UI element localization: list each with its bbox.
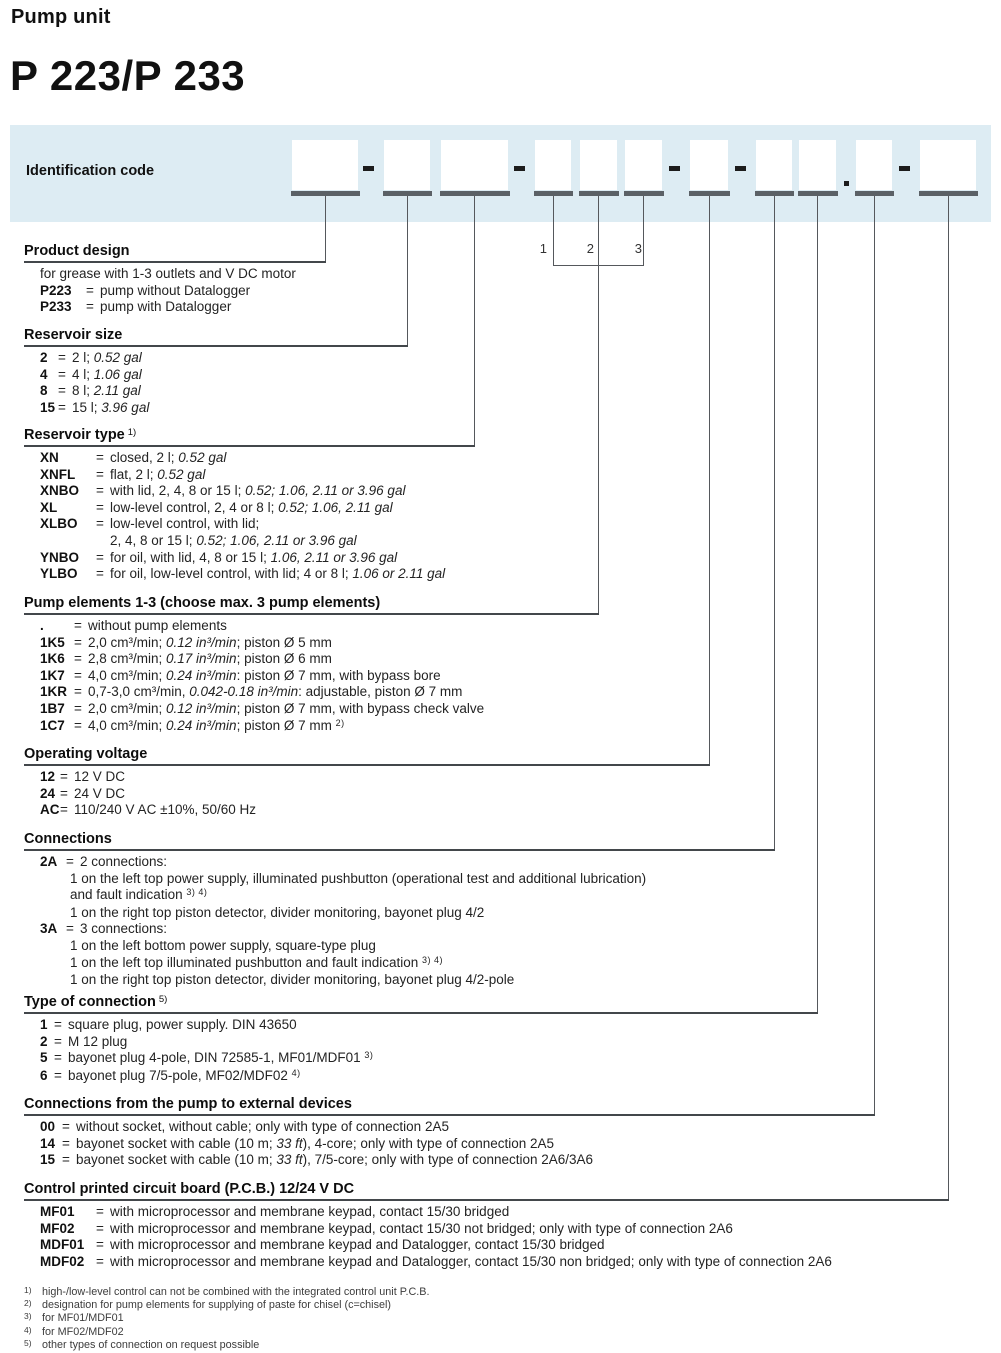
spec-code: 2 (40, 1033, 48, 1049)
spec-description: 2 connections: (80, 854, 168, 869)
section-rows (24, 1201, 991, 1270)
spec-code: 5 (40, 1050, 48, 1066)
equals-sign: = (96, 1220, 104, 1236)
spec-code: 2A (40, 854, 58, 869)
footnotes (24, 1283, 991, 1352)
id-box-reservoir-size (384, 140, 430, 190)
spec-description: 4,0 cm³/min; 0.24 in³/min: piston Ø 7 mm, with bypass bore (88, 667, 441, 683)
page-category: Pump unit (11, 6, 111, 28)
equals-sign: = (96, 1204, 104, 1219)
equals-sign: = (66, 921, 74, 937)
spec-row (40, 400, 991, 417)
spec-row (70, 955, 991, 973)
section-title: Connections (24, 831, 112, 847)
spec-code: 4 (40, 366, 48, 382)
spec-row (24, 1299, 991, 1312)
spec-row (40, 1050, 991, 1068)
id-box-type-of-connection (799, 140, 836, 190)
spec-row (40, 1204, 991, 1221)
equals-sign: = (96, 483, 104, 499)
id-box-pcb (920, 140, 976, 190)
spec-row (24, 1326, 991, 1339)
spec-description: for grease with 1-3 outlets and V DC motor (40, 266, 296, 281)
footnote-ref: 1) (127, 427, 137, 438)
spec-description: designation for pump elements for supplying of paste for chisel (c=chisel) (42, 1299, 391, 1312)
spec-description: 1 on the right top piston detector, divider monitoring, bayonet plug 4/2 (70, 904, 485, 920)
section-pcb (24, 1181, 991, 1270)
identification-code-label: Identification code (26, 163, 155, 179)
section-title: Reservoir size (24, 327, 123, 343)
spec-description: and fault indication $^{3) 4)}$ (70, 887, 208, 903)
spec-row (40, 854, 991, 871)
id-box-pump-element-3 (625, 140, 662, 190)
id-box-operating-voltage (690, 140, 728, 190)
spec-code: 3A (40, 921, 58, 937)
spec-description: square plug, power supply. DIN 43650 (68, 1017, 297, 1032)
equals-sign: = (54, 1050, 62, 1066)
spec-description: 4 l; 1.06 gal (72, 366, 142, 382)
spec-row (40, 802, 991, 819)
spec-description: pump without Datalogger (100, 282, 251, 298)
equals-sign: = (86, 282, 94, 298)
spec-code: 6 (40, 1067, 48, 1083)
equals-sign: = (60, 785, 68, 801)
spec-description: 2 l; 0.52 gal (72, 350, 142, 365)
spec-row (24, 1339, 991, 1352)
spec-row (40, 516, 991, 533)
spec-row (40, 769, 991, 786)
spec-code: 15 (40, 1152, 56, 1168)
spec-row (24, 1312, 991, 1325)
equals-sign: = (74, 651, 82, 667)
spec-code: . (40, 618, 44, 633)
equals-sign: = (96, 566, 104, 582)
spec-row (40, 1034, 991, 1051)
section-title: Reservoir type $^{1)}$ (24, 427, 137, 443)
spec-code: 15 (40, 399, 56, 415)
section-external-devices (24, 1096, 991, 1169)
spec-code: 00 (40, 1119, 56, 1134)
spec-code: 1K7 (40, 667, 65, 683)
spec-row (40, 1237, 991, 1254)
spec-description: closed, 2 l; 0.52 gal (110, 450, 227, 465)
equals-sign: = (96, 549, 104, 565)
dash-separator (669, 166, 680, 171)
equals-sign: = (96, 516, 104, 532)
spec-row (40, 1068, 991, 1086)
spec-row (70, 938, 991, 955)
spec-row (40, 283, 991, 300)
equals-sign: = (96, 466, 104, 482)
spec-row (40, 1136, 991, 1153)
spec-description: 0,7-3,0 cm³/min, 0.042-0.18 in³/min: adjustable, piston Ø 7 mm (88, 684, 463, 700)
spec-description: low-level control, with lid; (110, 516, 260, 532)
spec-description: 3 connections: (80, 921, 168, 937)
spec-row (40, 299, 991, 316)
spec-description: 1 on the right top piston detector, divider monitoring, bayonet plug 4/2-pole (70, 972, 515, 988)
section-title: Control printed circuit board (P.C.B.) 12/24 V DC (24, 1181, 355, 1197)
equals-sign: = (54, 1033, 62, 1049)
spec-row (40, 1017, 991, 1034)
footnote-ref: 3) (364, 1050, 374, 1061)
spec-row (40, 701, 991, 718)
spec-code: YLBO (40, 566, 78, 582)
footnote-ref: 3) 4) (186, 887, 208, 898)
spec-row (40, 718, 991, 736)
section-connections (24, 831, 991, 989)
equals-sign: = (60, 769, 68, 784)
spec-row (40, 1152, 991, 1169)
spec-row (40, 467, 991, 484)
equals-sign: = (66, 854, 74, 869)
spec-description: 1 on the left top illuminated pushbutton and fault indication $^{3) 4)}$ (70, 954, 444, 970)
spec-code: 5) (24, 1337, 32, 1348)
section-rows (24, 851, 991, 989)
spec-code: 24 (40, 785, 56, 801)
spec-description: 1 on the left top power supply, illuminated pushbutton (operational test and additional lubrication) (70, 870, 647, 886)
equals-sign: = (58, 350, 66, 365)
spec-description: with microprocessor and membrane keypad and Datalogger, contact 15/30 non bridged; only with type of connection 2A6 (110, 1253, 832, 1269)
dash-separator (899, 166, 910, 171)
section-rows (24, 1014, 991, 1085)
spec-row (40, 266, 991, 283)
spec-description: with microprocessor and membrane keypad, contact 15/30 not bridged; only with type of connection 2A6 (110, 1220, 733, 1236)
spec-code: 8 (40, 383, 48, 399)
equals-sign: = (58, 399, 66, 415)
spec-row (40, 618, 991, 635)
spec-row (40, 383, 991, 400)
equals-sign: = (74, 634, 82, 650)
spec-code: MDF02 (40, 1253, 85, 1269)
section-title: Type of connection $^{5)}$ (24, 994, 168, 1010)
spec-row (40, 786, 991, 803)
pump-element-slot-3: 3 (634, 241, 642, 256)
equals-sign: = (74, 700, 82, 716)
spec-description: 8 l; 2.11 gal (72, 383, 141, 399)
spec-description: 4,0 cm³/min; 0.24 in³/min; piston Ø 7 mm $^{2)}$ (88, 717, 345, 733)
equals-sign: = (96, 499, 104, 515)
footnote-ref: 2) (335, 717, 345, 728)
equals-sign: = (74, 717, 82, 733)
spec-code: P223 (40, 282, 72, 298)
spec-code: 4) (24, 1324, 32, 1335)
spec-row (40, 483, 991, 500)
dash-separator (735, 166, 746, 171)
section-reservoir-size (24, 327, 991, 416)
spec-row (40, 500, 991, 517)
spec-description: bayonet socket with cable (10 m; 33 ft), 4-core; only with type of connection 2A5 (76, 1135, 555, 1151)
section-rows (24, 447, 991, 583)
spec-row (40, 550, 991, 567)
spec-description: 12 V DC (74, 769, 126, 784)
section-rows (24, 1116, 991, 1169)
spec-code: 1) (24, 1285, 32, 1295)
section-rows (24, 615, 991, 735)
dash-separator (514, 166, 525, 171)
pump-element-slot-2: 2 (586, 241, 594, 256)
spec-code: XL (40, 499, 58, 515)
spec-row (110, 533, 991, 550)
spec-row (24, 1286, 991, 1299)
spec-description: 1 on the left bottom power supply, square-type plug (70, 937, 376, 953)
identification-code-band (10, 125, 991, 222)
section-title: Product design (24, 243, 130, 259)
spec-code: YNBO (40, 549, 80, 565)
spec-row (40, 367, 991, 384)
section-product-design (24, 243, 991, 316)
spec-description: M 12 plug (68, 1033, 128, 1049)
spec-description: 2,0 cm³/min; 0.12 in³/min; piston Ø 7 mm, with bypass check valve (88, 700, 485, 716)
spec-description: for oil, with lid, 4, 8 or 15 l; 1.06, 2.11 or 3.96 gal (110, 549, 398, 565)
section-title: Pump elements 1-3 (choose max. 3 pump elements) (24, 595, 381, 611)
period-separator (844, 181, 849, 186)
id-box-reservoir-type (441, 140, 508, 190)
equals-sign: = (96, 1253, 104, 1269)
spec-code: P233 (40, 299, 72, 315)
equals-sign: = (58, 383, 66, 399)
footnote-ref: 5) (158, 994, 168, 1005)
spec-description: pump with Datalogger (100, 299, 232, 315)
spec-description: 2,8 cm³/min; 0.17 in³/min; piston Ø 6 mm (88, 651, 332, 667)
spec-description: 24 V DC (74, 785, 126, 801)
spec-description: with lid, 2, 4, 8 or 15 l; 0.52; 1.06, 2.11 or 3.96 gal (110, 483, 406, 499)
spec-row (70, 972, 991, 989)
spec-row (40, 1254, 991, 1271)
spec-description: 15 l; 3.96 gal (72, 399, 150, 415)
spec-row (70, 905, 991, 922)
spec-description: without pump elements (88, 618, 227, 633)
spec-description: with microprocessor and membrane keypad and Datalogger, contact 15/30 bridged (110, 1237, 605, 1253)
spec-code: MDF01 (40, 1237, 85, 1253)
spec-description: bayonet plug 7/5-pole, MF02/MDF02 $^{4)}$ (68, 1067, 301, 1083)
equals-sign: = (96, 450, 104, 465)
spec-row (40, 1119, 991, 1136)
dash-separator (363, 166, 374, 171)
spec-code: 14 (40, 1135, 56, 1151)
pump-element-slot-1: 1 (539, 241, 547, 256)
page-title: P 223/P 233 (10, 52, 246, 99)
equals-sign: = (74, 684, 82, 700)
id-box-connections (756, 140, 792, 190)
spec-row (70, 887, 991, 905)
spec-code: 1 (40, 1017, 48, 1032)
equals-sign: = (74, 618, 82, 633)
footnote-ref: 4) (291, 1067, 301, 1078)
spec-row (40, 450, 991, 467)
equals-sign: = (62, 1135, 70, 1151)
spec-description: low-level control, 2, 4 or 8 l; 0.52; 1.06, 2.11 gal (110, 499, 393, 515)
spec-description: 2, 4, 8 or 15 l; 0.52; 1.06, 2.11 or 3.96 gal (110, 532, 357, 548)
spec-code: XNBO (40, 483, 80, 499)
section-type-of-connection (24, 994, 991, 1085)
id-box-external-devices (856, 140, 892, 190)
equals-sign: = (58, 366, 66, 382)
spec-description: 2,0 cm³/min; 0.12 in³/min; piston Ø 5 mm (88, 634, 332, 650)
spec-row (40, 635, 991, 652)
spec-row (40, 921, 991, 938)
spec-code: MF02 (40, 1220, 75, 1236)
spec-description: flat, 2 l; 0.52 gal (110, 466, 206, 482)
spec-description: other types of connection on request possible (42, 1338, 260, 1351)
spec-row (70, 871, 991, 888)
spec-description: high-/low-level control can not be combined with the integrated control unit P.C.B. (42, 1286, 430, 1298)
section-reservoir-type (24, 427, 991, 583)
spec-row (40, 566, 991, 583)
spec-row (40, 684, 991, 701)
spec-code: 2) (24, 1298, 32, 1309)
equals-sign: = (54, 1067, 62, 1083)
section-rows (24, 263, 991, 316)
spec-description: bayonet socket with cable (10 m; 33 ft), 7/5-core; only with type of connection 2A6/3A6 (76, 1152, 594, 1168)
spec-code: 1B7 (40, 700, 65, 716)
spec-code: XLBO (40, 516, 78, 532)
spec-code: 1KR (40, 684, 68, 700)
spec-row (40, 651, 991, 668)
spec-description: for oil, low-level control, with lid; 4 or 8 l; 1.06 or 2.11 gal (110, 566, 446, 582)
spec-row (40, 1221, 991, 1238)
spec-description: 110/240 V AC ±10%, 50/60 Hz (74, 802, 257, 818)
spec-row (40, 350, 991, 367)
spec-description: without socket, without cable; only with type of connection 2A5 (76, 1119, 449, 1134)
section-pump-elements (24, 595, 991, 735)
footnote-rows (24, 1283, 991, 1352)
equals-sign: = (60, 802, 68, 818)
spec-description: for MF01/MDF01 (42, 1312, 124, 1325)
spec-description: bayonet plug 4-pole, DIN 72585-1, MF01/MDF01 $^{3)}$ (68, 1050, 374, 1066)
spec-code: 2 (40, 350, 48, 365)
spec-code: XN (40, 450, 59, 465)
spec-code: 12 (40, 769, 56, 784)
spec-row (40, 668, 991, 685)
spec-code: 1K5 (40, 634, 65, 650)
equals-sign: = (62, 1152, 70, 1168)
id-box-pump-element-1 (535, 140, 571, 190)
spec-code: XNFL (40, 466, 76, 482)
equals-sign: = (62, 1119, 70, 1134)
section-rows (24, 766, 991, 819)
equals-sign: = (54, 1017, 62, 1032)
section-title: Operating voltage (24, 746, 148, 762)
spec-description: with microprocessor and membrane keypad, contact 15/30 bridged (110, 1204, 510, 1219)
footnote-ref: 3) 4) (422, 954, 444, 965)
section-rows (24, 347, 991, 416)
spec-description: for MF02/MDF02 (42, 1325, 124, 1338)
id-box-product-design (292, 140, 358, 190)
section-title: Connections from the pump to external devices (24, 1096, 352, 1112)
spec-code: MF01 (40, 1204, 75, 1219)
spec-code: 1K6 (40, 651, 65, 667)
id-box-pump-element-2 (580, 140, 617, 190)
section-operating-voltage (24, 746, 991, 819)
equals-sign: = (74, 667, 82, 683)
spec-code: 3) (24, 1311, 32, 1322)
equals-sign: = (96, 1237, 104, 1253)
spec-code: AC (40, 802, 60, 818)
equals-sign: = (86, 299, 94, 315)
spec-code: 1C7 (40, 717, 65, 733)
